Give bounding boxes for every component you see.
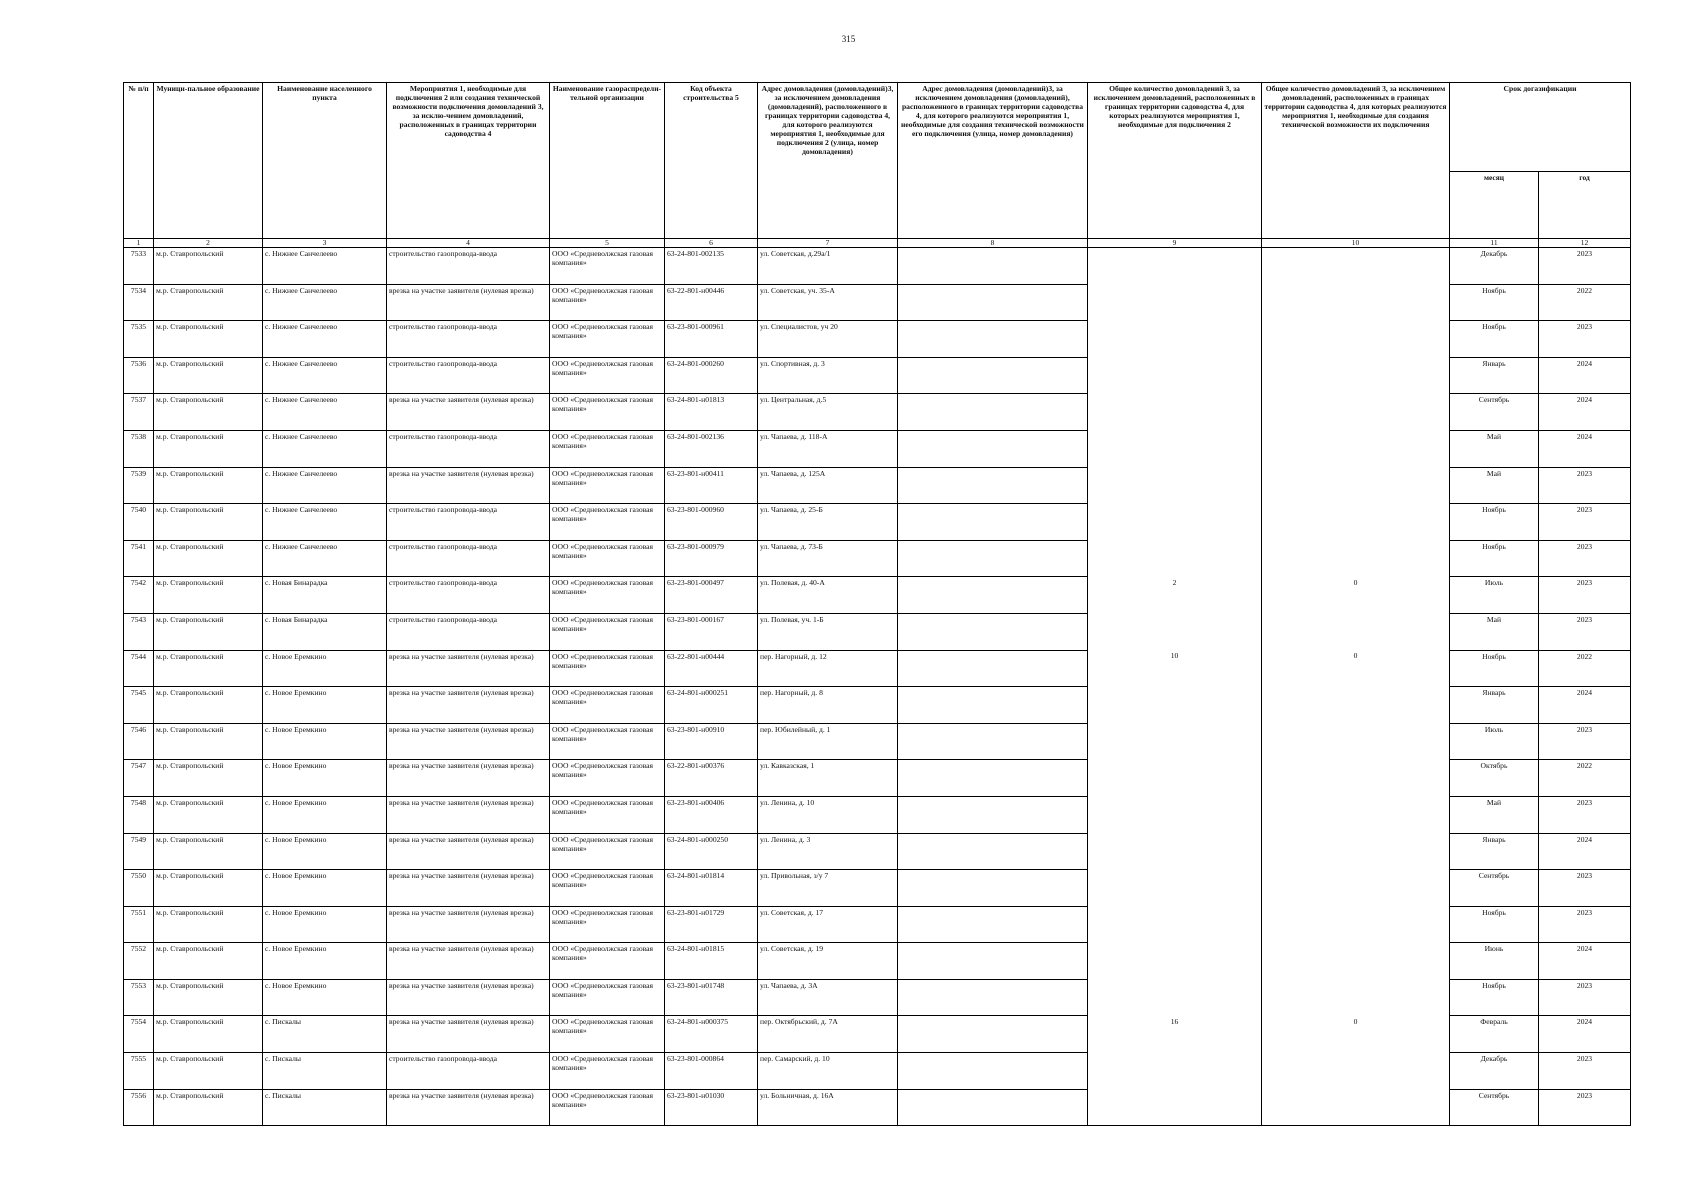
- technical-count-cell: 0: [1262, 1016, 1450, 1126]
- connection-count-cell: [1088, 248, 1262, 577]
- month-cell: Сентябрь: [1450, 870, 1539, 907]
- address-cell: пер. Нагорный, д. 8: [758, 687, 898, 724]
- municipality-cell: м.р. Ставропольский: [154, 284, 263, 321]
- municipality-cell: м.р. Ставропольский: [154, 1053, 263, 1090]
- month-cell: Декабрь: [1450, 1053, 1539, 1090]
- header-object-code: Код объекта строительства 5: [665, 83, 758, 239]
- row-number-cell: 7546: [124, 723, 154, 760]
- header-address-connection: Адрес домовладения (домовладений)3, за исключением домовладения (домовладений), расположенного в границах территории садоводства 4, для которого реализуются мероприятия 1, необходимые для подключения 2 (улица, номер домовладения): [758, 83, 898, 239]
- measure-cell: врезка на участке заявителя (нулевая врезка): [387, 467, 550, 504]
- month-cell: Ноябрь: [1450, 540, 1539, 577]
- address-cell: ул. Ленина, д. 3: [758, 833, 898, 870]
- address-cell: ул. Чапаева, д. 25-Б: [758, 504, 898, 541]
- year-cell: 2022: [1539, 284, 1631, 321]
- header-year: год: [1539, 172, 1631, 239]
- technical-address-cell: [898, 943, 1088, 980]
- row-number-cell: 7554: [124, 1016, 154, 1053]
- technical-address-cell: [898, 540, 1088, 577]
- settlement-cell: с. Нижнее Санчелеево: [263, 504, 387, 541]
- year-cell: 2023: [1539, 248, 1631, 285]
- month-cell: Февраль: [1450, 1016, 1539, 1053]
- technical-address-cell: [898, 760, 1088, 797]
- month-cell: Май: [1450, 796, 1539, 833]
- address-cell: ул. Специалистов, уч 20: [758, 321, 898, 358]
- settlement-cell: с. Новая Бинарадка: [263, 613, 387, 650]
- connection-count-cell: 16: [1088, 1016, 1262, 1126]
- measure-cell: врезка на участке заявителя (нулевая врезка): [387, 906, 550, 943]
- municipality-cell: м.р. Ставропольский: [154, 540, 263, 577]
- measure-cell: врезка на участке заявителя (нулевая врезка): [387, 1089, 550, 1126]
- technical-address-cell: [898, 979, 1088, 1016]
- gas-company-cell: ООО «Средневолжская газовая компания»: [550, 723, 665, 760]
- row-number-cell: 7540: [124, 504, 154, 541]
- row-number-cell: 7543: [124, 613, 154, 650]
- year-cell: 2023: [1539, 1089, 1631, 1126]
- municipality-cell: м.р. Ставропольский: [154, 357, 263, 394]
- month-cell: Ноябрь: [1450, 284, 1539, 321]
- technical-address-cell: [898, 357, 1088, 394]
- measure-cell: врезка на участке заявителя (нулевая врезка): [387, 284, 550, 321]
- page-number: 315: [841, 34, 856, 44]
- measure-cell: врезка на участке заявителя (нулевая врезка): [387, 943, 550, 980]
- gas-company-cell: ООО «Средневолжская газовая компания»: [550, 357, 665, 394]
- technical-address-cell: [898, 430, 1088, 467]
- measure-cell: строительство газопровода-ввода: [387, 613, 550, 650]
- address-cell: ул. Чапаева, д. 125А: [758, 467, 898, 504]
- municipality-cell: м.р. Ставропольский: [154, 796, 263, 833]
- municipality-cell: м.р. Ставропольский: [154, 1016, 263, 1053]
- measure-cell: врезка на участке заявителя (нулевая врезка): [387, 394, 550, 431]
- object-code-cell: 63-24-801-002135: [665, 248, 758, 285]
- settlement-cell: с. Новое Еремкино: [263, 723, 387, 760]
- month-cell: Июль: [1450, 577, 1539, 614]
- header-number: № п/п: [124, 83, 154, 239]
- year-cell: 2024: [1539, 943, 1631, 980]
- municipality-cell: м.р. Ставропольский: [154, 467, 263, 504]
- municipality-cell: м.р. Ставропольский: [154, 321, 263, 358]
- year-cell: 2023: [1539, 796, 1631, 833]
- settlement-cell: с. Новое Еремкино: [263, 650, 387, 687]
- technical-address-cell: [898, 1089, 1088, 1126]
- technical-address-cell: [898, 796, 1088, 833]
- gas-company-cell: ООО «Средневолжская газовая компания»: [550, 906, 665, 943]
- row-number-cell: 7544: [124, 650, 154, 687]
- year-cell: 2023: [1539, 870, 1631, 907]
- settlement-cell: с. Нижнее Санчелеево: [263, 540, 387, 577]
- year-cell: 2024: [1539, 394, 1631, 431]
- gas-company-cell: ООО «Средневолжская газовая компания»: [550, 870, 665, 907]
- gas-company-cell: ООО «Средневолжская газовая компания»: [550, 796, 665, 833]
- settlement-cell: с. Пискалы: [263, 1016, 387, 1053]
- year-cell: 2024: [1539, 687, 1631, 724]
- measure-cell: строительство газопровода-ввода: [387, 430, 550, 467]
- measure-cell: строительство газопровода-ввода: [387, 248, 550, 285]
- object-code-cell: 63-23-801-000864: [665, 1053, 758, 1090]
- municipality-cell: м.р. Ставропольский: [154, 979, 263, 1016]
- row-number-cell: 7537: [124, 394, 154, 431]
- settlement-cell: с. Новое Еремкино: [263, 833, 387, 870]
- settlement-cell: с. Нижнее Санчелеево: [263, 284, 387, 321]
- municipality-cell: м.р. Ставропольский: [154, 248, 263, 285]
- year-cell: 2024: [1539, 833, 1631, 870]
- row-number-cell: 7539: [124, 467, 154, 504]
- col-number: 4: [387, 239, 550, 248]
- measure-cell: врезка на участке заявителя (нулевая врезка): [387, 687, 550, 724]
- year-cell: 2023: [1539, 577, 1631, 614]
- municipality-cell: м.р. Ставропольский: [154, 504, 263, 541]
- address-cell: ул. Чапаева, д. 73-Б: [758, 540, 898, 577]
- header-municipality: Муници-пальное образование: [154, 83, 263, 239]
- technical-address-cell: [898, 723, 1088, 760]
- technical-address-cell: [898, 577, 1088, 614]
- municipality-cell: м.р. Ставропольский: [154, 906, 263, 943]
- municipality-cell: м.р. Ставропольский: [154, 833, 263, 870]
- connection-count-cell: 2: [1088, 577, 1262, 650]
- technical-address-cell: [898, 833, 1088, 870]
- municipality-cell: м.р. Ставропольский: [154, 577, 263, 614]
- object-code-cell: 63-22-801-н00446: [665, 284, 758, 321]
- col-number: 3: [263, 239, 387, 248]
- technical-address-cell: [898, 613, 1088, 650]
- month-cell: Июль: [1450, 723, 1539, 760]
- object-code-cell: 63-24-801-002136: [665, 430, 758, 467]
- column-number-row: [124, 239, 1631, 248]
- gas-company-cell: ООО «Средневолжская газовая компания»: [550, 467, 665, 504]
- object-code-cell: 63-23-801-н01729: [665, 906, 758, 943]
- object-code-cell: 63-23-801-000167: [665, 613, 758, 650]
- col-number: 8: [898, 239, 1088, 248]
- technical-count-cell: [1262, 248, 1450, 577]
- object-code-cell: 63-23-801-000960: [665, 504, 758, 541]
- address-cell: ул. Больничная, д. 16А: [758, 1089, 898, 1126]
- year-cell: 2023: [1539, 540, 1631, 577]
- measure-cell: врезка на участке заявителя (нулевая врезка): [387, 723, 550, 760]
- object-code-cell: 63-23-801-н01030: [665, 1089, 758, 1126]
- month-cell: Январь: [1450, 357, 1539, 394]
- settlement-cell: с. Новое Еремкино: [263, 870, 387, 907]
- row-number-cell: 7538: [124, 430, 154, 467]
- year-cell: 2022: [1539, 650, 1631, 687]
- year-cell: 2024: [1539, 430, 1631, 467]
- object-code-cell: 63-23-801-н00411: [665, 467, 758, 504]
- month-cell: Декабрь: [1450, 248, 1539, 285]
- connection-count-cell: 10: [1088, 650, 1262, 1016]
- address-cell: ул. Центральная, д.5: [758, 394, 898, 431]
- year-cell: 2023: [1539, 321, 1631, 358]
- technical-address-cell: [898, 1053, 1088, 1090]
- col-number: 2: [154, 239, 263, 248]
- gas-company-cell: ООО «Средневолжская газовая компания»: [550, 577, 665, 614]
- col-number: 6: [665, 239, 758, 248]
- technical-address-cell: [898, 504, 1088, 541]
- address-cell: ул. Советская, уч. 35-А: [758, 284, 898, 321]
- technical-address-cell: [898, 870, 1088, 907]
- technical-address-cell: [898, 394, 1088, 431]
- row-number-cell: 7550: [124, 870, 154, 907]
- technical-address-cell: [898, 321, 1088, 358]
- municipality-cell: м.р. Ставропольский: [154, 870, 263, 907]
- gas-company-cell: ООО «Средневолжская газовая компания»: [550, 540, 665, 577]
- gas-company-cell: ООО «Средневолжская газовая компания»: [550, 943, 665, 980]
- month-cell: Июнь: [1450, 943, 1539, 980]
- col-number: 10: [1262, 239, 1450, 248]
- measure-cell: строительство газопровода-ввода: [387, 504, 550, 541]
- gas-company-cell: ООО «Средневолжская газовая компания»: [550, 833, 665, 870]
- col-number: 5: [550, 239, 665, 248]
- year-cell: 2023: [1539, 906, 1631, 943]
- row-number-cell: 7541: [124, 540, 154, 577]
- measure-cell: врезка на участке заявителя (нулевая врезка): [387, 650, 550, 687]
- month-cell: Ноябрь: [1450, 650, 1539, 687]
- settlement-cell: с. Нижнее Санчелеево: [263, 248, 387, 285]
- address-cell: пер. Нагорный, д. 12: [758, 650, 898, 687]
- municipality-cell: м.р. Ставропольский: [154, 1089, 263, 1126]
- address-cell: ул. Ленина, д. 10: [758, 796, 898, 833]
- settlement-cell: с. Нижнее Санчелеево: [263, 430, 387, 467]
- object-code-cell: 63-23-801-н01748: [665, 979, 758, 1016]
- settlement-cell: с. Новое Еремкино: [263, 687, 387, 724]
- object-code-cell: 63-23-801-000979: [665, 540, 758, 577]
- year-cell: 2023: [1539, 613, 1631, 650]
- measure-cell: строительство газопровода-ввода: [387, 540, 550, 577]
- row-number-cell: 7545: [124, 687, 154, 724]
- gas-company-cell: ООО «Средневолжская газовая компания»: [550, 321, 665, 358]
- address-cell: пер. Октябрьский, д. 7А: [758, 1016, 898, 1053]
- month-cell: Ноябрь: [1450, 504, 1539, 541]
- month-cell: Сентябрь: [1450, 394, 1539, 431]
- year-cell: 2023: [1539, 467, 1631, 504]
- month-cell: Ноябрь: [1450, 979, 1539, 1016]
- gas-company-cell: ООО «Средневолжская газовая компания»: [550, 248, 665, 285]
- object-code-cell: 63-24-801-н000251: [665, 687, 758, 724]
- municipality-cell: м.р. Ставропольский: [154, 394, 263, 431]
- settlement-cell: с. Пискалы: [263, 1089, 387, 1126]
- address-cell: ул. Чапаева, д. 118-А: [758, 430, 898, 467]
- address-cell: ул. Спортивная, д. 3: [758, 357, 898, 394]
- measure-cell: врезка на участке заявителя (нулевая врезка): [387, 979, 550, 1016]
- row-number-cell: 7556: [124, 1089, 154, 1126]
- header-gas-company: Наименование газораспредели-тельной организации: [550, 83, 665, 239]
- measure-cell: строительство газопровода-ввода: [387, 1053, 550, 1090]
- gas-company-cell: ООО «Средневолжская газовая компания»: [550, 979, 665, 1016]
- gasification-register-table: [123, 82, 1631, 1126]
- row-number-cell: 7533: [124, 248, 154, 285]
- municipality-cell: м.р. Ставропольский: [154, 650, 263, 687]
- header-measures: Мероприятия 1, необходимые для подключения 2 или создания технической возможности подключения домовладений 3, за исклю-чением домовладений, расположенных в границах территории садоводства 4: [387, 83, 550, 239]
- address-cell: ул. Полевая, уч. 1-Б: [758, 613, 898, 650]
- month-cell: Ноябрь: [1450, 906, 1539, 943]
- measure-cell: врезка на участке заявителя (нулевая врезка): [387, 833, 550, 870]
- settlement-cell: с. Пискалы: [263, 1053, 387, 1090]
- month-cell: Январь: [1450, 687, 1539, 724]
- year-cell: 2022: [1539, 760, 1631, 797]
- gas-company-cell: ООО «Средневолжская газовая компания»: [550, 1089, 665, 1126]
- technical-address-cell: [898, 284, 1088, 321]
- object-code-cell: 63-22-801-н00444: [665, 650, 758, 687]
- address-cell: ул. Кавказская, 1: [758, 760, 898, 797]
- measure-cell: врезка на участке заявителя (нулевая врезка): [387, 760, 550, 797]
- settlement-cell: с. Новое Еремкино: [263, 760, 387, 797]
- measure-cell: врезка на участке заявителя (нулевая врезка): [387, 1016, 550, 1053]
- technical-address-cell: [898, 906, 1088, 943]
- header-settlement: Наименование населенного пункта: [263, 83, 387, 239]
- table-row: [124, 1016, 1631, 1053]
- address-cell: ул. Чапаева, д. 3А: [758, 979, 898, 1016]
- row-number-cell: 7555: [124, 1053, 154, 1090]
- year-cell: 2024: [1539, 357, 1631, 394]
- measure-cell: строительство газопровода-ввода: [387, 577, 550, 614]
- month-cell: Май: [1450, 613, 1539, 650]
- address-cell: ул. Советская, д. 17: [758, 906, 898, 943]
- gas-company-cell: ООО «Средневолжская газовая компания»: [550, 687, 665, 724]
- col-number: 12: [1539, 239, 1631, 248]
- address-cell: ул. Привольная, з/у 7: [758, 870, 898, 907]
- measure-cell: строительство газопровода-ввода: [387, 357, 550, 394]
- object-code-cell: 63-24-801-н01813: [665, 394, 758, 431]
- technical-address-cell: [898, 687, 1088, 724]
- header-count-connection: Общее количество домовладений 3, за исключением домовладений, расположенных в границах территории садоводства 4, для которых реализуются мероприятия 1, необходимые для подключения 2: [1088, 83, 1262, 239]
- table-row: [124, 577, 1631, 614]
- municipality-cell: м.р. Ставропольский: [154, 430, 263, 467]
- address-cell: ул. Советская, д.29а/1: [758, 248, 898, 285]
- year-cell: 2023: [1539, 504, 1631, 541]
- month-cell: Январь: [1450, 833, 1539, 870]
- header-address-technical: Адрес домовладения (домовладений)3, за исключением домовладения (домовладений), расположенного в границах территории садоводства 4, для которого реализуются мероприятия 1, необходимые для создания технической возможности его подключения (улица, номер домовладения): [898, 83, 1088, 239]
- month-cell: Май: [1450, 467, 1539, 504]
- gas-company-cell: ООО «Средневолжская газовая компания»: [550, 1016, 665, 1053]
- row-number-cell: 7547: [124, 760, 154, 797]
- row-number-cell: 7549: [124, 833, 154, 870]
- settlement-cell: с. Нижнее Санчелеево: [263, 467, 387, 504]
- object-code-cell: 63-23-801-000497: [665, 577, 758, 614]
- table-row: [124, 248, 1631, 285]
- gas-company-cell: ООО «Средневолжская газовая компания»: [550, 1053, 665, 1090]
- gas-company-cell: ООО «Средневолжская газовая компания»: [550, 613, 665, 650]
- month-cell: Май: [1450, 430, 1539, 467]
- year-cell: 2023: [1539, 1053, 1631, 1090]
- object-code-cell: 63-22-801-н00376: [665, 760, 758, 797]
- month-cell: Ноябрь: [1450, 321, 1539, 358]
- row-number-cell: 7551: [124, 906, 154, 943]
- header-deadline: Срок догазификации: [1450, 83, 1631, 172]
- object-code-cell: 63-23-801-н00910: [665, 723, 758, 760]
- month-cell: Сентябрь: [1450, 1089, 1539, 1126]
- table-row: [124, 650, 1631, 687]
- measure-cell: врезка на участке заявителя (нулевая врезка): [387, 796, 550, 833]
- municipality-cell: м.р. Ставропольский: [154, 687, 263, 724]
- col-number: 1: [124, 239, 154, 248]
- header-month: месяц: [1450, 172, 1539, 239]
- settlement-cell: с. Нижнее Санчелеево: [263, 357, 387, 394]
- settlement-cell: с. Новое Еремкино: [263, 979, 387, 1016]
- row-number-cell: 7553: [124, 979, 154, 1016]
- municipality-cell: м.р. Ставропольский: [154, 723, 263, 760]
- gas-company-cell: ООО «Средневолжская газовая компания»: [550, 760, 665, 797]
- object-code-cell: 63-23-801-000961: [665, 321, 758, 358]
- year-cell: 2023: [1539, 979, 1631, 1016]
- header-count-technical: Общее количество домовладений 3, за исключением домовладений, расположенных в границах территории садоводства 4, для которых реализуются мероприятия 1, необходимые для создания технической возможности их подключения: [1262, 83, 1450, 239]
- address-cell: ул. Советская, д. 19: [758, 943, 898, 980]
- row-number-cell: 7542: [124, 577, 154, 614]
- settlement-cell: с. Новое Еремкино: [263, 796, 387, 833]
- object-code-cell: 63-24-801-н01814: [665, 870, 758, 907]
- measure-cell: строительство газопровода-ввода: [387, 321, 550, 358]
- object-code-cell: 63-23-801-н00406: [665, 796, 758, 833]
- table-header: [124, 83, 1631, 248]
- col-number: 7: [758, 239, 898, 248]
- row-number-cell: 7534: [124, 284, 154, 321]
- object-code-cell: 63-24-801-н000250: [665, 833, 758, 870]
- row-number-cell: 7548: [124, 796, 154, 833]
- row-number-cell: 7536: [124, 357, 154, 394]
- technical-address-cell: [898, 650, 1088, 687]
- month-cell: Октябрь: [1450, 760, 1539, 797]
- gas-company-cell: ООО «Средневолжская газовая компания»: [550, 394, 665, 431]
- settlement-cell: с. Новое Еремкино: [263, 906, 387, 943]
- technical-address-cell: [898, 1016, 1088, 1053]
- object-code-cell: 63-24-801-н000375: [665, 1016, 758, 1053]
- technical-count-cell: 0: [1262, 577, 1450, 650]
- settlement-cell: с. Нижнее Санчелеево: [263, 321, 387, 358]
- gas-company-cell: ООО «Средневолжская газовая компания»: [550, 284, 665, 321]
- table-body: [124, 248, 1631, 1126]
- gas-company-cell: ООО «Средневолжская газовая компания»: [550, 430, 665, 467]
- col-number: 11: [1450, 239, 1539, 248]
- gas-company-cell: ООО «Средневолжская газовая компания»: [550, 504, 665, 541]
- address-cell: ул. Полевая, д. 40-А: [758, 577, 898, 614]
- object-code-cell: 63-24-801-000260: [665, 357, 758, 394]
- year-cell: 2023: [1539, 723, 1631, 760]
- municipality-cell: м.р. Ставропольский: [154, 943, 263, 980]
- row-number-cell: 7552: [124, 943, 154, 980]
- col-number: 9: [1088, 239, 1262, 248]
- settlement-cell: с. Нижнее Санчелеево: [263, 394, 387, 431]
- address-cell: пер. Самарский, д. 10: [758, 1053, 898, 1090]
- row-number-cell: 7535: [124, 321, 154, 358]
- object-code-cell: 63-24-801-н01815: [665, 943, 758, 980]
- year-cell: 2024: [1539, 1016, 1631, 1053]
- municipality-cell: м.р. Ставропольский: [154, 613, 263, 650]
- gas-company-cell: ООО «Средневолжская газовая компания»: [550, 650, 665, 687]
- address-cell: пер. Юбилейный, д. 1: [758, 723, 898, 760]
- technical-address-cell: [898, 248, 1088, 285]
- technical-address-cell: [898, 467, 1088, 504]
- settlement-cell: с. Новое Еремкино: [263, 943, 387, 980]
- municipality-cell: м.р. Ставропольский: [154, 760, 263, 797]
- measure-cell: врезка на участке заявителя (нулевая врезка): [387, 870, 550, 907]
- settlement-cell: с. Новая Бинарадка: [263, 577, 387, 614]
- technical-count-cell: 0: [1262, 650, 1450, 1016]
